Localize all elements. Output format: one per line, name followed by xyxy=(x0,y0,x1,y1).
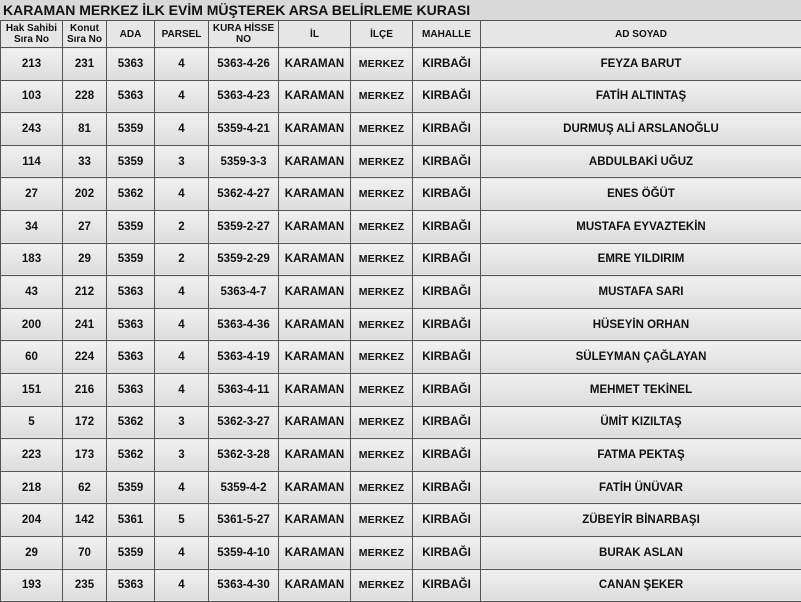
cell-konut-sira-no: 70 xyxy=(63,536,107,569)
cell-hak-sahibi-sira-no: 200 xyxy=(1,308,63,341)
cell-konut-sira-no: 173 xyxy=(63,439,107,472)
cell-ada: 5359 xyxy=(107,113,155,146)
cell-il: KARAMAN xyxy=(279,243,351,276)
cell-ad-soyad: ZÜBEYİR BİNARBAŞI xyxy=(481,504,801,537)
cell-il: KARAMAN xyxy=(279,308,351,341)
cell-ad-soyad: ENES ÖĞÜT xyxy=(481,178,801,211)
cell-kura-hisse-no: 5363-4-19 xyxy=(209,341,279,374)
cell-ad-soyad: ÜMİT KIZILTAŞ xyxy=(481,406,801,439)
cell-ad-soyad: MUSTAFA EYVAZTEKİN xyxy=(481,210,801,243)
cell-ad-soyad: DURMUŞ ALİ ARSLANOĞLU xyxy=(481,113,801,146)
cell-ada: 5359 xyxy=(107,243,155,276)
cell-kura-hisse-no: 5362-4-27 xyxy=(209,178,279,211)
cell-parsel: 4 xyxy=(155,308,209,341)
page-title: KARAMAN MERKEZ İLK EVİM MÜŞTEREK ARSA BELİRLEME KURASI xyxy=(0,0,801,20)
cell-ad-soyad: MEHMET TEKİNEL xyxy=(481,373,801,406)
cell-il: KARAMAN xyxy=(279,569,351,602)
cell-parsel: 4 xyxy=(155,341,209,374)
cell-ad-soyad: FATİH ÜNÜVAR xyxy=(481,471,801,504)
results-table xyxy=(0,20,801,602)
cell-il: KARAMAN xyxy=(279,341,351,374)
cell-parsel: 4 xyxy=(155,471,209,504)
cell-parsel: 4 xyxy=(155,569,209,602)
cell-mahalle: KIRBAĞI xyxy=(413,243,481,276)
cell-parsel: 4 xyxy=(155,80,209,113)
table-row xyxy=(1,308,801,341)
cell-il: KARAMAN xyxy=(279,504,351,537)
cell-parsel: 3 xyxy=(155,439,209,472)
cell-hak-sahibi-sira-no: 5 xyxy=(1,406,63,439)
cell-ada: 5359 xyxy=(107,536,155,569)
cell-ad-soyad: SÜLEYMAN ÇAĞLAYAN xyxy=(481,341,801,374)
cell-il: KARAMAN xyxy=(279,439,351,472)
cell-il: KARAMAN xyxy=(279,471,351,504)
cell-ilce: MERKEZ xyxy=(351,536,413,569)
header-ilce: İLÇE xyxy=(351,21,413,48)
cell-konut-sira-no: 33 xyxy=(63,145,107,178)
table-row xyxy=(1,80,801,113)
table-row xyxy=(1,178,801,211)
cell-ilce: MERKEZ xyxy=(351,210,413,243)
cell-ada: 5363 xyxy=(107,276,155,309)
header-parsel: PARSEL xyxy=(155,21,209,48)
table-header-row xyxy=(1,21,801,48)
cell-mahalle: KIRBAĞI xyxy=(413,48,481,81)
cell-parsel: 3 xyxy=(155,406,209,439)
cell-kura-hisse-no: 5363-4-11 xyxy=(209,373,279,406)
cell-kura-hisse-no: 5362-3-28 xyxy=(209,439,279,472)
cell-ilce: MERKEZ xyxy=(351,48,413,81)
cell-ada: 5359 xyxy=(107,145,155,178)
cell-ilce: MERKEZ xyxy=(351,243,413,276)
table-row xyxy=(1,113,801,146)
cell-ad-soyad: FEYZA BARUT xyxy=(481,48,801,81)
cell-kura-hisse-no: 5359-2-27 xyxy=(209,210,279,243)
cell-ilce: MERKEZ xyxy=(351,569,413,602)
cell-konut-sira-no: 235 xyxy=(63,569,107,602)
cell-ad-soyad: FATMA PEKTAŞ xyxy=(481,439,801,472)
header-il: İL xyxy=(279,21,351,48)
cell-kura-hisse-no: 5359-4-21 xyxy=(209,113,279,146)
cell-parsel: 5 xyxy=(155,504,209,537)
cell-hak-sahibi-sira-no: 204 xyxy=(1,504,63,537)
cell-ada: 5362 xyxy=(107,178,155,211)
cell-konut-sira-no: 81 xyxy=(63,113,107,146)
table-row xyxy=(1,569,801,602)
cell-hak-sahibi-sira-no: 43 xyxy=(1,276,63,309)
cell-mahalle: KIRBAĞI xyxy=(413,113,481,146)
cell-hak-sahibi-sira-no: 223 xyxy=(1,439,63,472)
cell-ad-soyad: ABDULBAKİ UĞUZ xyxy=(481,145,801,178)
cell-il: KARAMAN xyxy=(279,113,351,146)
table-row xyxy=(1,471,801,504)
table-row xyxy=(1,210,801,243)
cell-ad-soyad: EMRE YILDIRIM xyxy=(481,243,801,276)
cell-hak-sahibi-sira-no: 243 xyxy=(1,113,63,146)
cell-ilce: MERKEZ xyxy=(351,308,413,341)
table-row xyxy=(1,341,801,374)
cell-mahalle: KIRBAĞI xyxy=(413,471,481,504)
cell-mahalle: KIRBAĞI xyxy=(413,276,481,309)
cell-konut-sira-no: 216 xyxy=(63,373,107,406)
cell-konut-sira-no: 241 xyxy=(63,308,107,341)
cell-ilce: MERKEZ xyxy=(351,471,413,504)
cell-il: KARAMAN xyxy=(279,145,351,178)
table-row xyxy=(1,439,801,472)
cell-parsel: 4 xyxy=(155,373,209,406)
table-row xyxy=(1,406,801,439)
cell-mahalle: KIRBAĞI xyxy=(413,308,481,341)
cell-hak-sahibi-sira-no: 218 xyxy=(1,471,63,504)
cell-parsel: 4 xyxy=(155,536,209,569)
cell-parsel: 2 xyxy=(155,243,209,276)
cell-il: KARAMAN xyxy=(279,536,351,569)
cell-ada: 5363 xyxy=(107,308,155,341)
table-row xyxy=(1,536,801,569)
cell-hak-sahibi-sira-no: 151 xyxy=(1,373,63,406)
table-body xyxy=(1,48,801,602)
cell-konut-sira-no: 29 xyxy=(63,243,107,276)
cell-mahalle: KIRBAĞI xyxy=(413,145,481,178)
table-row xyxy=(1,504,801,537)
cell-parsel: 4 xyxy=(155,113,209,146)
header-konut-sira-no: Konut Sıra No xyxy=(63,21,107,48)
cell-kura-hisse-no: 5363-4-36 xyxy=(209,308,279,341)
cell-konut-sira-no: 231 xyxy=(63,48,107,81)
cell-hak-sahibi-sira-no: 27 xyxy=(1,178,63,211)
cell-kura-hisse-no: 5359-4-2 xyxy=(209,471,279,504)
cell-parsel: 4 xyxy=(155,276,209,309)
cell-kura-hisse-no: 5362-3-27 xyxy=(209,406,279,439)
cell-parsel: 3 xyxy=(155,145,209,178)
cell-ilce: MERKEZ xyxy=(351,178,413,211)
cell-konut-sira-no: 172 xyxy=(63,406,107,439)
cell-hak-sahibi-sira-no: 103 xyxy=(1,80,63,113)
cell-hak-sahibi-sira-no: 213 xyxy=(1,48,63,81)
cell-mahalle: KIRBAĞI xyxy=(413,536,481,569)
cell-konut-sira-no: 202 xyxy=(63,178,107,211)
cell-ada: 5359 xyxy=(107,210,155,243)
cell-hak-sahibi-sira-no: 34 xyxy=(1,210,63,243)
cell-il: KARAMAN xyxy=(279,276,351,309)
cell-kura-hisse-no: 5359-4-10 xyxy=(209,536,279,569)
cell-kura-hisse-no: 5363-4-23 xyxy=(209,80,279,113)
cell-ada: 5363 xyxy=(107,569,155,602)
cell-kura-hisse-no: 5363-4-26 xyxy=(209,48,279,81)
cell-ad-soyad: FATİH ALTINTAŞ xyxy=(481,80,801,113)
cell-ilce: MERKEZ xyxy=(351,373,413,406)
cell-konut-sira-no: 142 xyxy=(63,504,107,537)
cell-mahalle: KIRBAĞI xyxy=(413,178,481,211)
header-ad-soyad: AD SOYAD xyxy=(481,21,801,48)
cell-ad-soyad: CANAN ŞEKER xyxy=(481,569,801,602)
cell-ada: 5363 xyxy=(107,48,155,81)
cell-ada: 5363 xyxy=(107,80,155,113)
cell-il: KARAMAN xyxy=(279,48,351,81)
cell-il: KARAMAN xyxy=(279,406,351,439)
cell-kura-hisse-no: 5359-2-29 xyxy=(209,243,279,276)
cell-hak-sahibi-sira-no: 193 xyxy=(1,569,63,602)
cell-ilce: MERKEZ xyxy=(351,439,413,472)
cell-il: KARAMAN xyxy=(279,210,351,243)
cell-konut-sira-no: 224 xyxy=(63,341,107,374)
cell-mahalle: KIRBAĞI xyxy=(413,569,481,602)
table-row xyxy=(1,243,801,276)
cell-il: KARAMAN xyxy=(279,373,351,406)
cell-konut-sira-no: 62 xyxy=(63,471,107,504)
cell-ada: 5363 xyxy=(107,341,155,374)
cell-mahalle: KIRBAĞI xyxy=(413,373,481,406)
cell-mahalle: KIRBAĞI xyxy=(413,80,481,113)
header-hak-sahibi-sira-no: Hak Sahibi Sıra No xyxy=(1,21,63,48)
cell-ada: 5362 xyxy=(107,439,155,472)
table-row xyxy=(1,48,801,81)
cell-ilce: MERKEZ xyxy=(351,504,413,537)
cell-parsel: 2 xyxy=(155,210,209,243)
cell-mahalle: KIRBAĞI xyxy=(413,406,481,439)
cell-ada: 5361 xyxy=(107,504,155,537)
header-mahalle: MAHALLE xyxy=(413,21,481,48)
cell-ad-soyad: MUSTAFA SARI xyxy=(481,276,801,309)
cell-ada: 5362 xyxy=(107,406,155,439)
cell-kura-hisse-no: 5363-4-30 xyxy=(209,569,279,602)
cell-hak-sahibi-sira-no: 183 xyxy=(1,243,63,276)
cell-ad-soyad: BURAK ASLAN xyxy=(481,536,801,569)
header-ada: ADA xyxy=(107,21,155,48)
cell-parsel: 4 xyxy=(155,178,209,211)
cell-il: KARAMAN xyxy=(279,80,351,113)
cell-mahalle: KIRBAĞI xyxy=(413,210,481,243)
table-row xyxy=(1,373,801,406)
table-row xyxy=(1,145,801,178)
cell-hak-sahibi-sira-no: 114 xyxy=(1,145,63,178)
cell-hak-sahibi-sira-no: 60 xyxy=(1,341,63,374)
cell-ilce: MERKEZ xyxy=(351,406,413,439)
cell-konut-sira-no: 228 xyxy=(63,80,107,113)
cell-ilce: MERKEZ xyxy=(351,80,413,113)
cell-kura-hisse-no: 5359-3-3 xyxy=(209,145,279,178)
cell-kura-hisse-no: 5363-4-7 xyxy=(209,276,279,309)
cell-hak-sahibi-sira-no: 29 xyxy=(1,536,63,569)
cell-konut-sira-no: 212 xyxy=(63,276,107,309)
cell-mahalle: KIRBAĞI xyxy=(413,341,481,374)
cell-ada: 5363 xyxy=(107,373,155,406)
header-kura-hisse-no: KURA HİSSE NO xyxy=(209,21,279,48)
cell-konut-sira-no: 27 xyxy=(63,210,107,243)
cell-mahalle: KIRBAĞI xyxy=(413,439,481,472)
cell-ad-soyad: HÜSEYİN ORHAN xyxy=(481,308,801,341)
cell-parsel: 4 xyxy=(155,48,209,81)
cell-ada: 5359 xyxy=(107,471,155,504)
cell-kura-hisse-no: 5361-5-27 xyxy=(209,504,279,537)
table-row xyxy=(1,276,801,309)
cell-ilce: MERKEZ xyxy=(351,145,413,178)
cell-mahalle: KIRBAĞI xyxy=(413,504,481,537)
cell-il: KARAMAN xyxy=(279,178,351,211)
cell-ilce: MERKEZ xyxy=(351,276,413,309)
cell-ilce: MERKEZ xyxy=(351,113,413,146)
cell-ilce: MERKEZ xyxy=(351,341,413,374)
